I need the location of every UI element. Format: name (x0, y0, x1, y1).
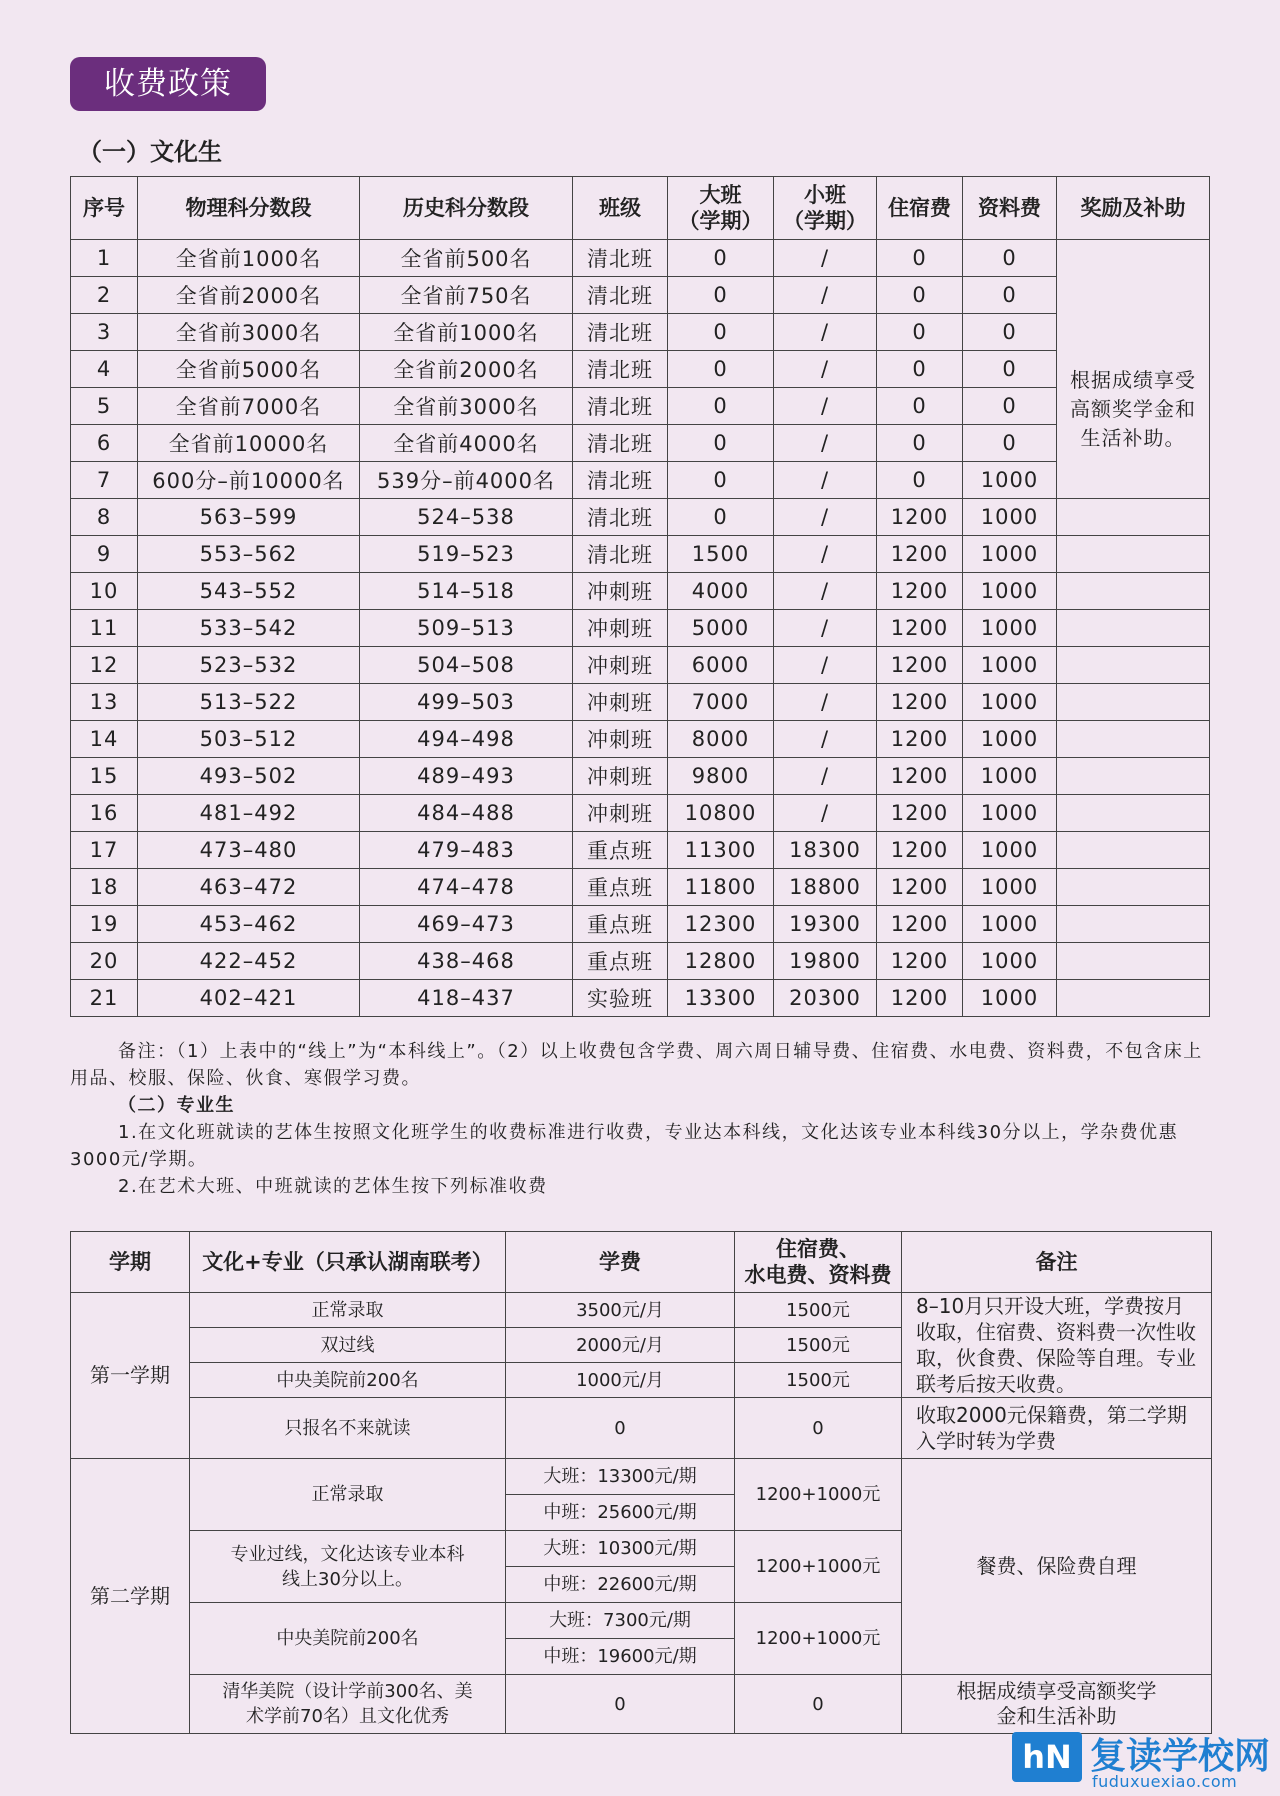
cell-boarding: 1200 (877, 795, 963, 832)
header-big-class: 大班 （学期） (668, 177, 774, 240)
term2-fees-3: 1200+1000元 (735, 1603, 902, 1675)
term1-cell: 第一学期 (71, 1293, 190, 1459)
remark-text: 备注：（1）上表中的“线上”为“本科线上”。（2）以上收费包含学费、周六周日辅导费、住宿费、水电费、资料费，不包含床上用品、校服、保险、伙食、寒假学习费。 (70, 1041, 1203, 1089)
table-row (71, 462, 1210, 499)
term2-fees-4: 0 (735, 1675, 902, 1734)
table-row (71, 1293, 1212, 1328)
cell-small-class: / (774, 684, 877, 721)
cell-reward-empty (1057, 573, 1210, 610)
table-row (71, 684, 1210, 721)
table-row (71, 980, 1210, 1017)
cell-physics: 全省前3000名 (138, 314, 360, 351)
cell-index: 4 (71, 351, 138, 388)
cell-big-class: 10800 (668, 795, 774, 832)
art-fee-table (70, 1231, 1212, 1734)
cell-physics: 523–532 (138, 647, 360, 684)
cell-small-class: / (774, 610, 877, 647)
header-remark: 备注 (902, 1232, 1212, 1293)
cell-small-class: / (774, 314, 877, 351)
art-item-1: 1.在文化班就读的艺体生按照文化班学生的收费标准进行收费，专业达本科线，文化达该专业本科线30分以上，学杂费优惠3000元/学期。 (70, 1122, 1179, 1170)
cell-small-class: / (774, 647, 877, 684)
cell-materials: 1000 (963, 462, 1057, 499)
cell-boarding: 0 (877, 462, 963, 499)
cell-class: 重点班 (573, 869, 668, 906)
cell-materials: 1000 (963, 610, 1057, 647)
cell-history: 524–538 (360, 499, 573, 536)
cell-class: 实验班 (573, 980, 668, 1017)
term1-remark-2: 收取2000元保籍费，第二学期入学时转为学费 (902, 1398, 1212, 1459)
cell-reward-empty (1057, 536, 1210, 573)
table-row (71, 499, 1210, 536)
header-class: 班级 (573, 177, 668, 240)
header-tuition: 学费 (506, 1232, 735, 1293)
header-fees: 住宿费、 水电费、资料费 (735, 1232, 902, 1293)
culture-fee-table (70, 176, 1210, 1017)
cell-history: 519–523 (360, 536, 573, 573)
cell-class: 清北班 (573, 277, 668, 314)
cell-index: 5 (71, 388, 138, 425)
cell-reward-empty (1057, 906, 1210, 943)
cell-small-class: / (774, 499, 877, 536)
header-materials: 资料费 (963, 177, 1057, 240)
cell-reward-empty (1057, 943, 1210, 980)
cell-materials: 0 (963, 388, 1057, 425)
cell-history: 438–468 (360, 943, 573, 980)
cell-class: 清北班 (573, 462, 668, 499)
table-row (71, 388, 1210, 425)
term2-mid-3: 中班：19600元/期 (506, 1639, 735, 1675)
cell-class: 冲刺班 (573, 758, 668, 795)
cell-materials: 1000 (963, 499, 1057, 536)
cell-reward-empty (1057, 684, 1210, 721)
cell-big-class: 8000 (668, 721, 774, 758)
cell-history: 514–518 (360, 573, 573, 610)
header-history: 历史科分数段 (360, 177, 573, 240)
cell-boarding: 0 (877, 425, 963, 462)
cell-big-class: 11300 (668, 832, 774, 869)
term2-remark-2: 根据成绩享受高额奖学金和生活补助 (902, 1675, 1212, 1734)
cell-big-class: 0 (668, 388, 774, 425)
cell-class: 冲刺班 (573, 721, 668, 758)
header-small-class: 小班 （学期） (774, 177, 877, 240)
cell-physics: 503–512 (138, 721, 360, 758)
cell-small-class: 20300 (774, 980, 877, 1017)
cell-boarding: 1200 (877, 832, 963, 869)
term1-cat-3: 中央美院前200名 (190, 1363, 506, 1398)
cell-boarding: 0 (877, 314, 963, 351)
cell-index: 14 (71, 721, 138, 758)
cell-class: 清北班 (573, 499, 668, 536)
cell-small-class: 18300 (774, 832, 877, 869)
table-row (71, 573, 1210, 610)
cell-physics: 全省前1000名 (138, 240, 360, 277)
cell-boarding: 1200 (877, 647, 963, 684)
cell-big-class: 0 (668, 240, 774, 277)
cell-history: 509–513 (360, 610, 573, 647)
cell-class: 清北班 (573, 351, 668, 388)
cell-index: 7 (71, 462, 138, 499)
cell-history: 全省前750名 (360, 277, 573, 314)
cell-boarding: 1200 (877, 573, 963, 610)
cell-small-class: 19300 (774, 906, 877, 943)
cell-class: 冲刺班 (573, 684, 668, 721)
art-table-header (71, 1232, 1212, 1293)
cell-class: 重点班 (573, 943, 668, 980)
cell-big-class: 0 (668, 425, 774, 462)
header-physics: 物理科分数段 (138, 177, 360, 240)
cell-history: 全省前3000名 (360, 388, 573, 425)
section-badge: 收费政策 (70, 57, 266, 111)
cell-small-class: / (774, 277, 877, 314)
cell-physics: 473–480 (138, 832, 360, 869)
cell-boarding: 0 (877, 388, 963, 425)
term2-cat-3: 中央美院前200名 (190, 1603, 506, 1675)
cell-big-class: 6000 (668, 647, 774, 684)
cell-index: 21 (71, 980, 138, 1017)
cell-index: 19 (71, 906, 138, 943)
cell-small-class: 19800 (774, 943, 877, 980)
term2-tuition-4: 0 (506, 1675, 735, 1734)
term1-fees-3: 1500元 (735, 1363, 902, 1398)
cell-physics: 481–492 (138, 795, 360, 832)
cell-physics: 513–522 (138, 684, 360, 721)
cell-class: 冲刺班 (573, 610, 668, 647)
cell-materials: 1000 (963, 943, 1057, 980)
reward-note: 根据成绩享受高额奖学金和生活补助。 (1057, 240, 1210, 499)
cell-big-class: 0 (668, 277, 774, 314)
watermark (1012, 1728, 1272, 1792)
term2-cat-4: 清华美院（设计学前300名、美术学前70名）且文化优秀 (190, 1675, 506, 1734)
cell-boarding: 0 (877, 277, 963, 314)
table-row (71, 425, 1210, 462)
cell-big-class: 1500 (668, 536, 774, 573)
notes-block (70, 1038, 1210, 1200)
cell-physics: 543–552 (138, 573, 360, 610)
term2-big-2: 大班：10300元/期 (506, 1531, 735, 1567)
term2-big-3: 大班：7300元/期 (506, 1603, 735, 1639)
term1-tuition-1: 3500元/月 (506, 1293, 735, 1328)
term2-remark-1: 餐费、保险费自理 (902, 1459, 1212, 1675)
table-row (71, 314, 1210, 351)
cell-index: 12 (71, 647, 138, 684)
cell-materials: 1000 (963, 980, 1057, 1017)
cell-index: 17 (71, 832, 138, 869)
cell-small-class: / (774, 536, 877, 573)
term2-big-1: 大班：13300元/期 (506, 1459, 735, 1495)
table-row (71, 536, 1210, 573)
cell-big-class: 4000 (668, 573, 774, 610)
cell-small-class: / (774, 462, 877, 499)
culture-table-header (71, 177, 1210, 240)
cell-physics: 全省前5000名 (138, 351, 360, 388)
term2-fees-2: 1200+1000元 (735, 1531, 902, 1603)
watermark-url: fuduxuexiao.com (1092, 1772, 1238, 1791)
term2-fees-1: 1200+1000元 (735, 1459, 902, 1531)
cell-physics: 600分–前10000名 (138, 462, 360, 499)
cell-physics: 422–452 (138, 943, 360, 980)
cell-small-class: / (774, 240, 877, 277)
cell-big-class: 12300 (668, 906, 774, 943)
cell-big-class: 11800 (668, 869, 774, 906)
cell-big-class: 0 (668, 499, 774, 536)
cell-history: 全省前1000名 (360, 314, 573, 351)
cell-materials: 1000 (963, 647, 1057, 684)
cell-history: 484–488 (360, 795, 573, 832)
cell-physics: 563–599 (138, 499, 360, 536)
cell-history: 539分–前4000名 (360, 462, 573, 499)
cell-boarding: 1200 (877, 943, 963, 980)
table-row (71, 758, 1210, 795)
term1-remark-1: 8–10月只开设大班，学费按月收取，住宿费、资料费一次性收取，伙食费、保险等自理。专业联考后按天收费。 (902, 1293, 1212, 1398)
cell-reward-empty (1057, 610, 1210, 647)
cell-materials: 0 (963, 240, 1057, 277)
cell-history: 418–437 (360, 980, 573, 1017)
cell-physics: 全省前7000名 (138, 388, 360, 425)
cell-class: 清北班 (573, 536, 668, 573)
header-reward: 奖励及补助 (1057, 177, 1210, 240)
cell-small-class: / (774, 721, 877, 758)
cell-small-class: / (774, 425, 877, 462)
cell-physics: 533–542 (138, 610, 360, 647)
cell-physics: 402–421 (138, 980, 360, 1017)
cell-reward-empty (1057, 758, 1210, 795)
cell-physics: 463–472 (138, 869, 360, 906)
cell-boarding: 1200 (877, 869, 963, 906)
cell-class: 重点班 (573, 832, 668, 869)
cell-class: 冲刺班 (573, 573, 668, 610)
table-row (71, 906, 1210, 943)
term1-tuition-4: 0 (506, 1398, 735, 1459)
cell-index: 1 (71, 240, 138, 277)
cell-boarding: 1200 (877, 758, 963, 795)
art-item-2: 2.在艺术大班、中班就读的艺体生按下列标准收费 (118, 1176, 548, 1197)
cell-materials: 1000 (963, 721, 1057, 758)
cell-materials: 1000 (963, 573, 1057, 610)
table-row (71, 610, 1210, 647)
cell-physics: 全省前2000名 (138, 277, 360, 314)
cell-class: 清北班 (573, 388, 668, 425)
term2-cell: 第二学期 (71, 1459, 190, 1734)
cell-materials: 0 (963, 314, 1057, 351)
header-index: 序号 (71, 177, 138, 240)
cell-boarding: 0 (877, 351, 963, 388)
cell-index: 9 (71, 536, 138, 573)
cell-history: 全省前4000名 (360, 425, 573, 462)
cell-index: 6 (71, 425, 138, 462)
cell-reward-empty (1057, 832, 1210, 869)
term2-cat-1: 正常录取 (190, 1459, 506, 1531)
table-row (71, 277, 1210, 314)
header-term: 学期 (71, 1232, 190, 1293)
cell-small-class: / (774, 388, 877, 425)
term1-fees-1: 1500元 (735, 1293, 902, 1328)
cell-big-class: 13300 (668, 980, 774, 1017)
section-title-art: （二）专业生 (118, 1095, 235, 1116)
cell-boarding: 1200 (877, 610, 963, 647)
cell-class: 重点班 (573, 906, 668, 943)
header-category: 文化+专业（只承认湖南联考） (190, 1232, 506, 1293)
cell-reward-empty (1057, 795, 1210, 832)
cell-physics: 553–562 (138, 536, 360, 573)
cell-history: 全省前2000名 (360, 351, 573, 388)
cell-class: 清北班 (573, 240, 668, 277)
term2-cat-2: 专业过线，文化达该专业本科线上30分以上。 (190, 1531, 506, 1603)
cell-materials: 1000 (963, 758, 1057, 795)
cell-index: 2 (71, 277, 138, 314)
cell-index: 3 (71, 314, 138, 351)
cell-index: 18 (71, 869, 138, 906)
cell-materials: 1000 (963, 536, 1057, 573)
cell-materials: 1000 (963, 832, 1057, 869)
cell-big-class: 7000 (668, 684, 774, 721)
cell-boarding: 1200 (877, 536, 963, 573)
cell-materials: 1000 (963, 684, 1057, 721)
cell-small-class: / (774, 795, 877, 832)
cell-index: 16 (71, 795, 138, 832)
cell-history: 469–473 (360, 906, 573, 943)
table-row (71, 351, 1210, 388)
term1-fees-4: 0 (735, 1398, 902, 1459)
cell-small-class: 18800 (774, 869, 877, 906)
cell-class: 冲刺班 (573, 647, 668, 684)
table-row (71, 647, 1210, 684)
cell-big-class: 0 (668, 351, 774, 388)
cell-materials: 0 (963, 277, 1057, 314)
cell-reward-empty (1057, 980, 1210, 1017)
cell-index: 15 (71, 758, 138, 795)
cell-physics: 493–502 (138, 758, 360, 795)
cell-materials: 1000 (963, 906, 1057, 943)
cell-reward-empty (1057, 647, 1210, 684)
cell-small-class: / (774, 351, 877, 388)
cell-reward-empty (1057, 721, 1210, 758)
table-row (71, 721, 1210, 758)
cell-small-class: / (774, 758, 877, 795)
term1-cat-4: 只报名不来就读 (190, 1398, 506, 1459)
cell-index: 20 (71, 943, 138, 980)
table-row (71, 1459, 1212, 1495)
cell-materials: 1000 (963, 869, 1057, 906)
cell-index: 11 (71, 610, 138, 647)
term2-mid-1: 中班：25600元/期 (506, 1495, 735, 1531)
cell-physics: 453–462 (138, 906, 360, 943)
cell-boarding: 1200 (877, 499, 963, 536)
cell-boarding: 1200 (877, 906, 963, 943)
term1-cat-1: 正常录取 (190, 1293, 506, 1328)
cell-big-class: 12800 (668, 943, 774, 980)
term1-tuition-2: 2000元/月 (506, 1328, 735, 1363)
cell-big-class: 0 (668, 462, 774, 499)
table-row (71, 1675, 1212, 1734)
term1-cat-2: 双过线 (190, 1328, 506, 1363)
watermark-title: 复读学校网 (1090, 1736, 1271, 1777)
cell-big-class: 0 (668, 314, 774, 351)
table-row (71, 943, 1210, 980)
cell-history: 499–503 (360, 684, 573, 721)
table-row (71, 832, 1210, 869)
cell-history: 全省前500名 (360, 240, 573, 277)
table-row (71, 869, 1210, 906)
cell-reward-empty (1057, 499, 1210, 536)
cell-boarding: 1200 (877, 721, 963, 758)
table-row (71, 240, 1210, 277)
cell-index: 13 (71, 684, 138, 721)
cell-history: 489–493 (360, 758, 573, 795)
cell-materials: 0 (963, 351, 1057, 388)
cell-physics: 全省前10000名 (138, 425, 360, 462)
cell-class: 清北班 (573, 314, 668, 351)
term1-tuition-3: 1000元/月 (506, 1363, 735, 1398)
cell-materials: 1000 (963, 795, 1057, 832)
cell-materials: 0 (963, 425, 1057, 462)
cell-boarding: 1200 (877, 980, 963, 1017)
cell-class: 清北班 (573, 425, 668, 462)
cell-big-class: 9800 (668, 758, 774, 795)
cell-index: 8 (71, 499, 138, 536)
cell-index: 10 (71, 573, 138, 610)
site-logo-icon: hN (1012, 1732, 1082, 1782)
term1-fees-2: 1500元 (735, 1328, 902, 1363)
cell-reward-empty (1057, 869, 1210, 906)
cell-history: 504–508 (360, 647, 573, 684)
table-row (71, 795, 1210, 832)
cell-small-class: / (774, 573, 877, 610)
header-boarding: 住宿费 (877, 177, 963, 240)
section-title-culture: （一）文化生 (78, 138, 222, 166)
cell-class: 冲刺班 (573, 795, 668, 832)
table-row (71, 1398, 1212, 1459)
term2-mid-2: 中班：22600元/期 (506, 1567, 735, 1603)
cell-history: 474–478 (360, 869, 573, 906)
cell-history: 494–498 (360, 721, 573, 758)
cell-big-class: 5000 (668, 610, 774, 647)
cell-history: 479–483 (360, 832, 573, 869)
cell-boarding: 0 (877, 240, 963, 277)
cell-boarding: 1200 (877, 684, 963, 721)
